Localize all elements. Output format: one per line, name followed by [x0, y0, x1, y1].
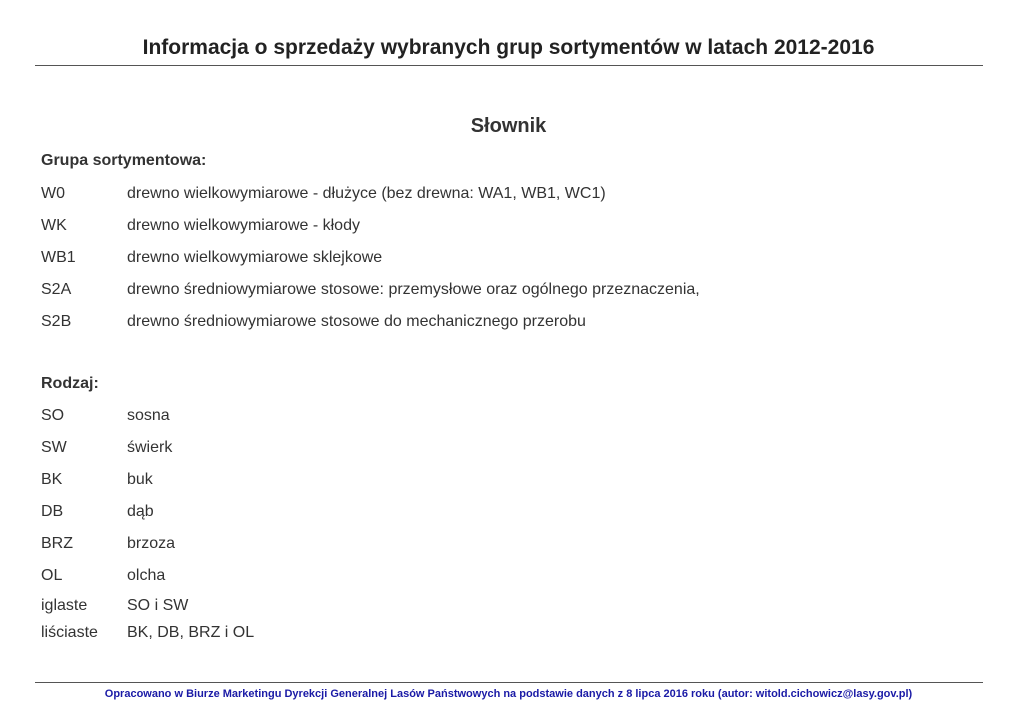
- grupa-heading: Grupa sortymentowa:: [41, 152, 207, 169]
- grupa-desc: drewno średniowymiarowe stosowe: przemysłowe oraz ogólnego przeznaczenia,: [127, 281, 700, 298]
- grupa-code: W0: [41, 185, 65, 202]
- rodzaj-code: OL: [41, 567, 63, 584]
- rodzaj-code: iglaste: [41, 597, 88, 614]
- rodzaj-desc: świerk: [127, 439, 173, 456]
- grupa-code: S2A: [41, 281, 72, 298]
- grupa-desc: drewno średniowymiarowe stosowe do mechanicznego przerobu: [127, 313, 586, 330]
- section-title: Słownik: [470, 115, 547, 137]
- rodzaj-code: SO: [41, 407, 65, 424]
- rodzaj-desc: SO i SW: [127, 597, 189, 614]
- rodzaj-code: BRZ: [41, 535, 73, 552]
- grupa-code: WK: [41, 217, 67, 234]
- footer-note: Opracowano w Biurze Marketingu Dyrekcji Generalnej Lasów Państwowych na podstawie danych z 8 lipca 2016 roku (autor: witold.cichowicz@lasy.gov.pl): [104, 688, 913, 700]
- rodzaj-code: liściaste: [41, 624, 98, 641]
- rodzaj-desc: BK, DB, BRZ i OL: [127, 624, 255, 641]
- page-title: Informacja o sprzedaży wybranych grup sortymentów w latach 2012-2016: [142, 36, 875, 59]
- grupa-desc: drewno wielkowymiarowe - kłody: [127, 217, 360, 234]
- rodzaj-desc: sosna: [127, 407, 170, 424]
- grupa-code: WB1: [41, 249, 76, 266]
- grupa-desc: drewno wielkowymiarowe - dłużyce (bez drewna: WA1, WB1, WC1): [127, 185, 606, 202]
- rodzaj-desc: olcha: [127, 567, 166, 584]
- rodzaj-code: DB: [41, 503, 64, 520]
- rodzaj-code: BK: [41, 471, 63, 488]
- footer-divider: [35, 682, 983, 683]
- rodzaj-heading: Rodzaj:: [41, 375, 99, 392]
- rodzaj-desc: dąb: [127, 503, 154, 520]
- grupa-code: S2B: [41, 313, 72, 330]
- rodzaj-code: SW: [41, 439, 67, 456]
- rodzaj-desc: brzoza: [127, 535, 176, 552]
- rodzaj-desc: buk: [127, 471, 153, 488]
- header-divider: [35, 65, 983, 66]
- grupa-desc: drewno wielkowymiarowe sklejkowe: [127, 249, 383, 266]
